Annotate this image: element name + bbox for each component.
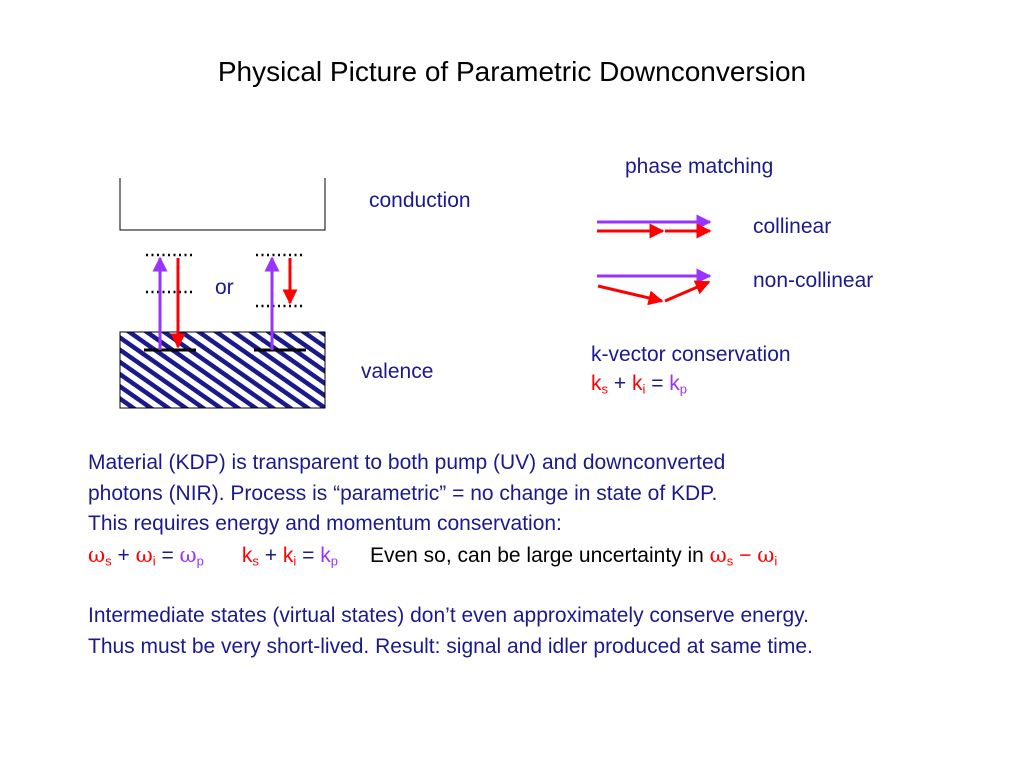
valence-band [120,332,325,408]
or-label: or [215,276,234,299]
plus-sign: + [608,372,632,395]
conduction-band [120,178,325,230]
para1-line3: This requires energy and momentum conservation: [88,512,562,535]
para1-line2: photons (NIR). Process is “parametric” = no change in state of KDP. [88,481,718,505]
kvector-equation [591,372,687,396]
kvector-heading: k-vector conservation [591,343,791,366]
paragraph-conservation [88,448,777,571]
momentum-equation: $k_s + k_i = k_p$ [241,543,338,568]
slide-title: Physical Picture of Parametric Downconversion [217,56,807,87]
equals-sign: = [645,372,670,395]
noncollinear-label: non-collinear [753,269,874,292]
conduction-label: conduction [369,189,471,212]
k-pump: $k_p$ [669,372,688,397]
para2-line2: Thus must be very short-lived. Result: signal and idler produced at same time. [88,634,813,658]
uncertainty-equation: $\omega_s - \omega_i$ [709,542,778,568]
noncollinear-idler-vector [665,282,709,301]
collinear-label: collinear [753,215,832,238]
paragraph-virtual-states [88,601,813,662]
uncertainty-text: Even so, can be large uncertainty in [369,543,710,567]
k-idler: $k_i$ [631,372,646,397]
para2-line1: Intermediate states (virtual states) don’t even approximately conserve energy. [88,604,809,627]
phase-matching-heading: phase matching [625,155,774,178]
valence-label: valence [361,360,434,383]
k-signal: $k_s$ [591,372,609,397]
energy-equation: $\omega_s + \omega_i = \omega_p$ [88,542,204,568]
noncollinear-signal-vector [598,286,662,301]
conservation-equations [88,540,777,572]
para1-line1: Material (KDP) is transparent to both pump (UV) and downconverted [88,451,726,474]
